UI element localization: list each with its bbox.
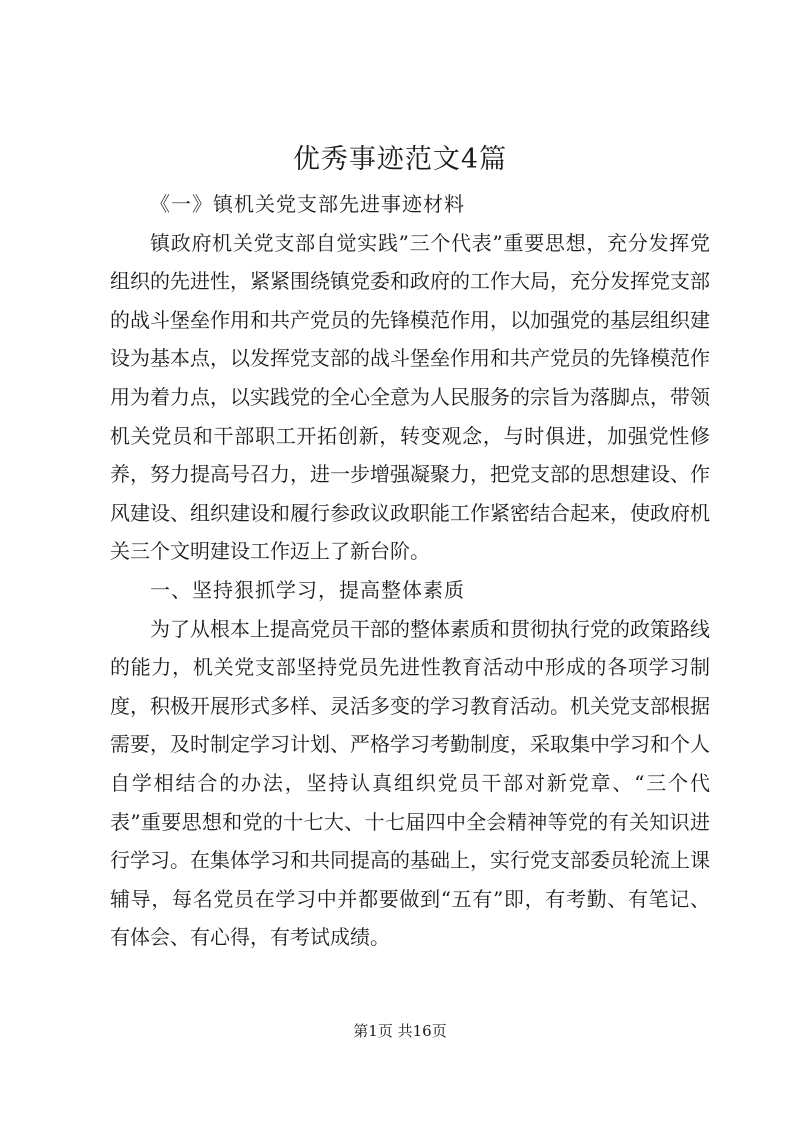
page-number-footer: 第1页 共16页 (353, 1022, 447, 1040)
document-title: 优秀事迹范文4篇 (292, 144, 508, 175)
section-title: 《一》镇机关党支部先进事迹材料 (150, 192, 465, 216)
paragraph: 镇政府机关党支部自觉实践”三个代表”重要思想，充分发挥党组织的先进性，紧紧围绕镇党委和政府的工作大局，充分发挥党支部的战斗堡垒作用和共产党员的先锋模范作用，以加强党的基层组织建设为基本点，以发挥党支部的战斗堡垒作用和共产党员的先锋模范作用为着力点，以实践党的全心全意为人民服务的宗旨为落脚点，带领机关党员和干部职工开拓创新，转变观念，与时俱进，加强党性修养，努力提高号召力，进一步增强凝聚力，把党支部的思想建设、作风建设、组织建设和履行参政议政职能工作紧密结合起来，使政府机关三个文明建设工作迈上了新台阶。 (110, 230, 710, 564)
subheading: 一、坚持狠抓学习，提高整体素质 (150, 577, 465, 602)
paragraph: 为了从根本上提高党员干部的整体素质和贯彻执行党的政策路线的能力，机关党支部坚持党员先进性教育活动中形成的各项学习制度，积极开展形式多样、灵活多变的学习教育活动。机关党支部根据需要，及时制定学习计划、严格学习考勤制度，采取集中学习和个人自学相结合的办法，坚持认真组织党员干部对新党章、“三个代表”重要思想和党的十七大、十七届四中全会精神等党的有关知识进行学习。在集体学习和共同提高的基础上，实行党支部委员轮流上课辅导，每名党员在学习中并都要做到“五有”即，有考勤、有笔记、有体会、有心得，有考试成绩。 (110, 616, 710, 950)
document-body (110, 185, 710, 957)
